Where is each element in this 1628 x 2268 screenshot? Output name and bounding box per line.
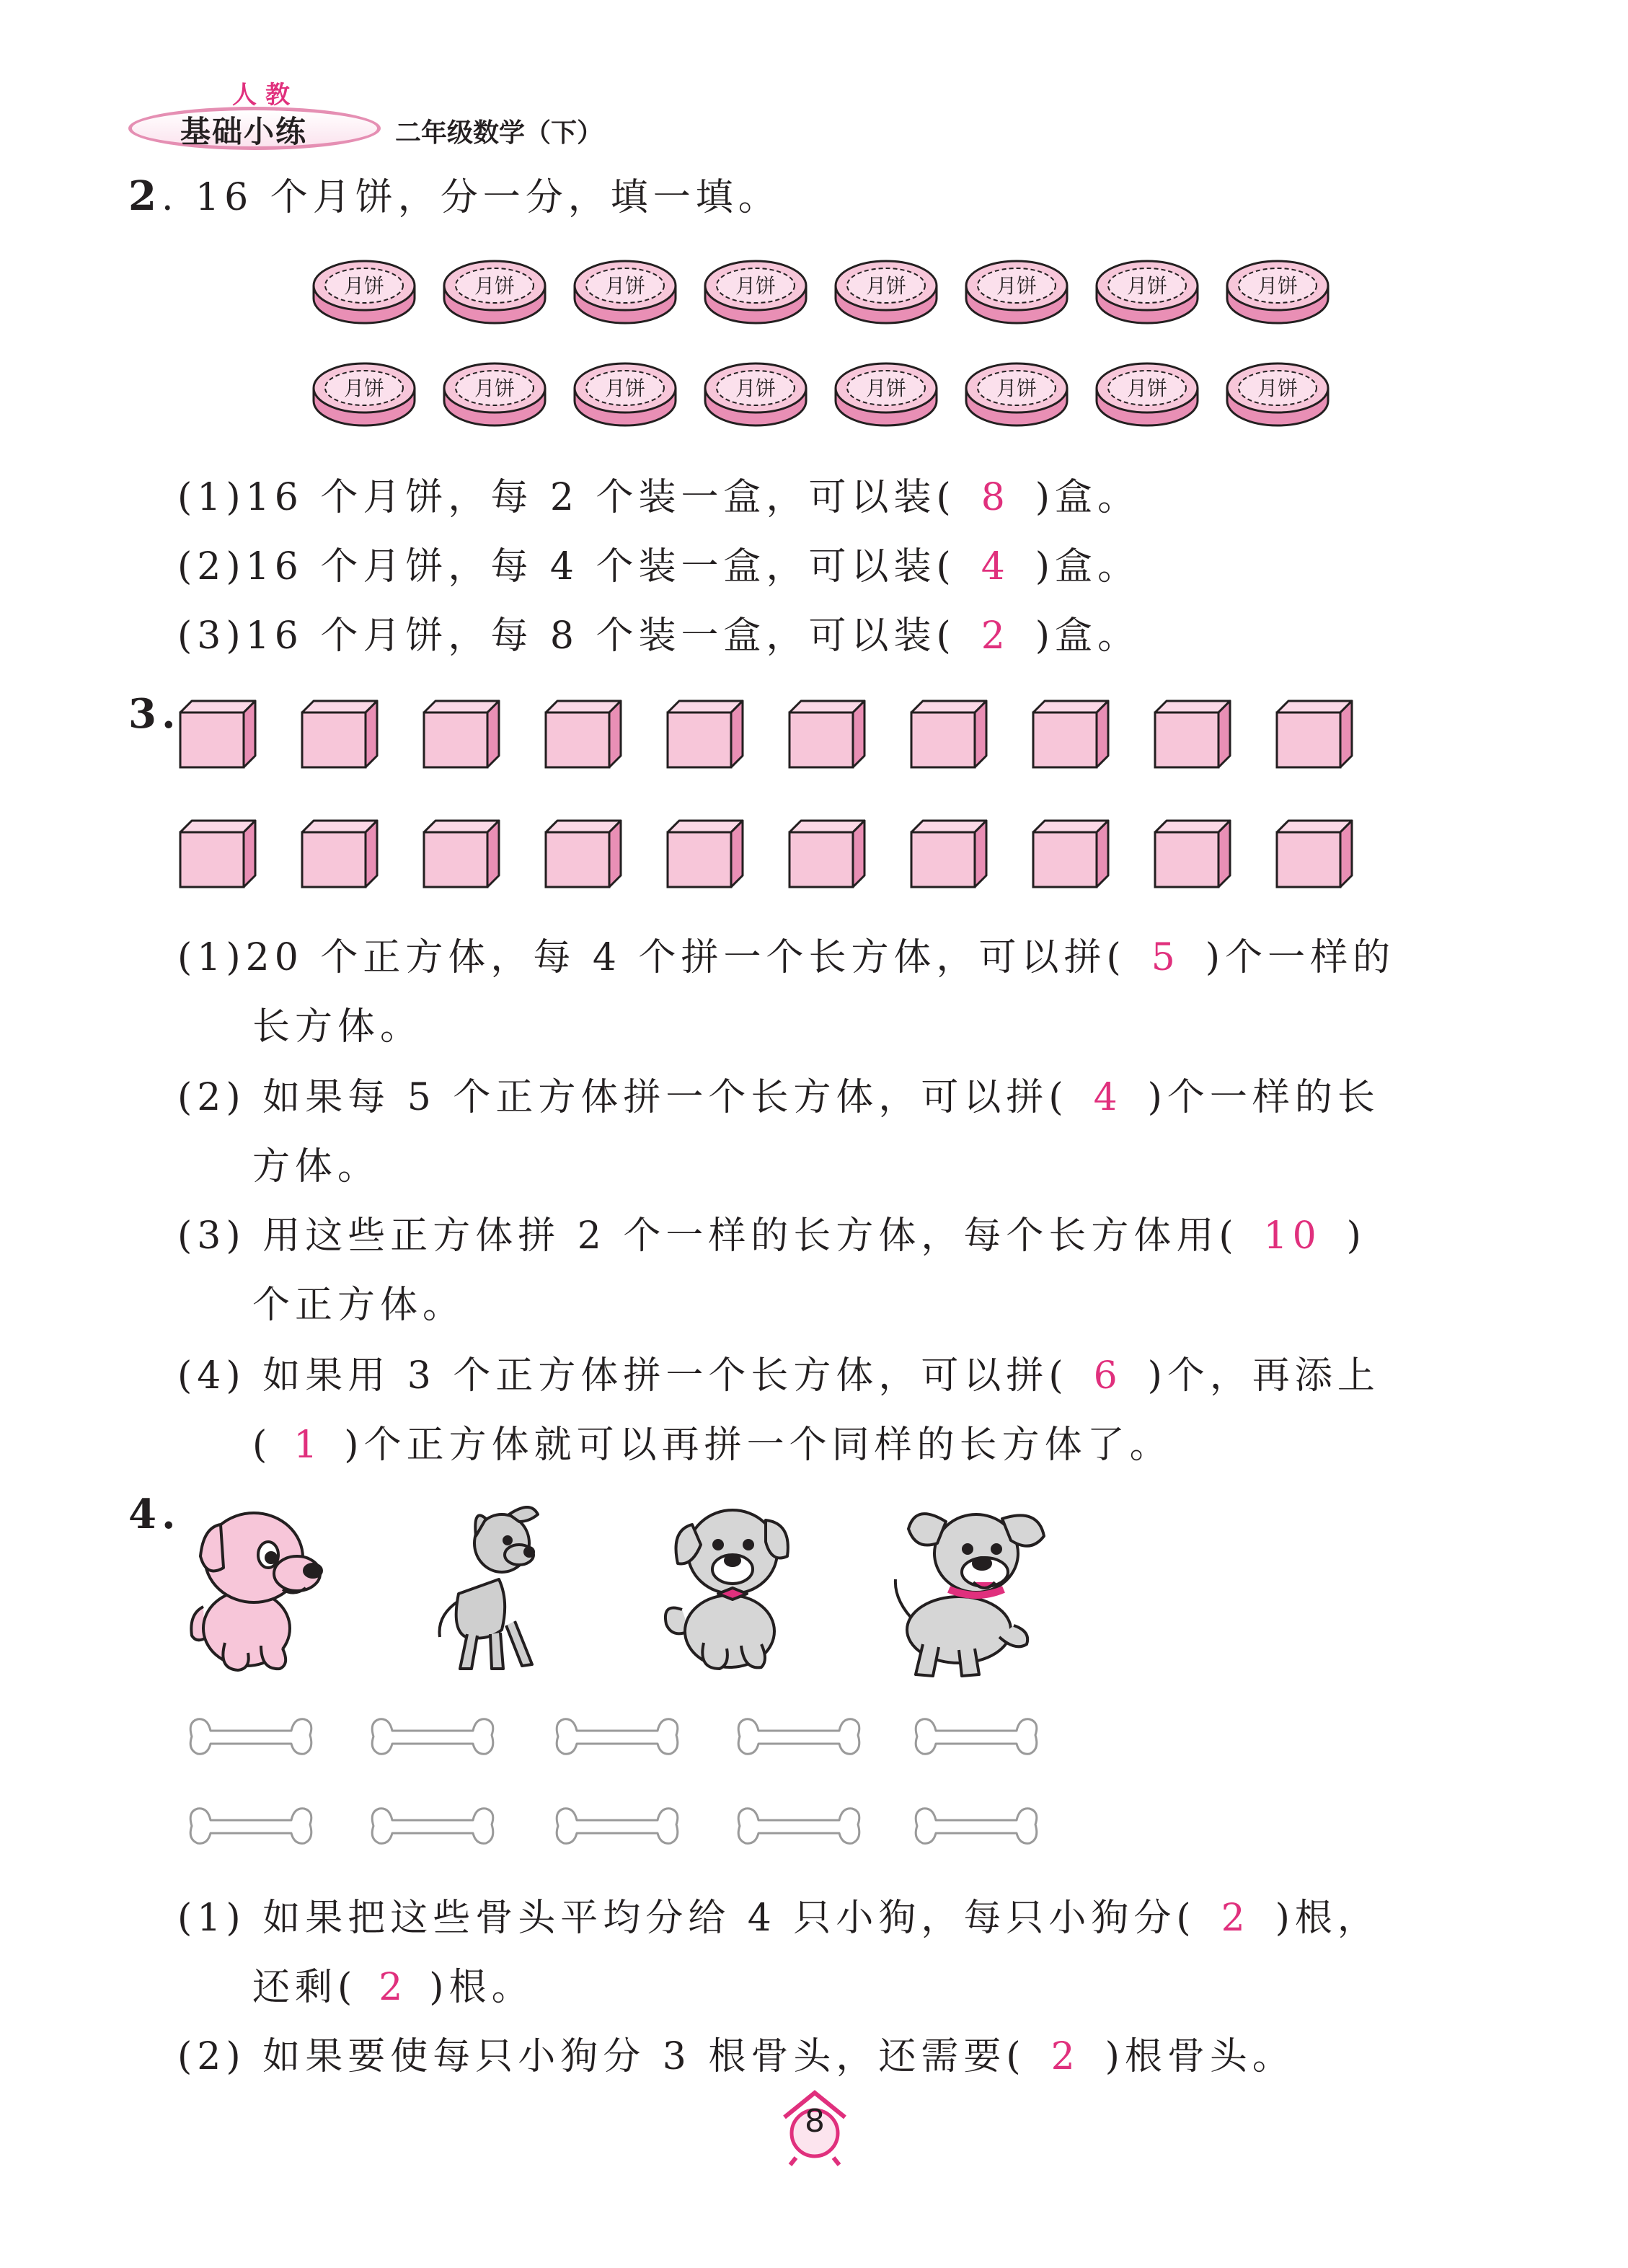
bone-icon — [734, 1801, 864, 1852]
mooncake-icon — [702, 359, 810, 428]
q3-item-2 — [177, 1076, 1380, 1119]
q4-item-1-text: (1) 如果把这些骨头平均分给 4 只小狗，每只小狗分( — [177, 1897, 1196, 1940]
q4-item-2 — [177, 2035, 1295, 2078]
q3-answer-4: 6 — [1093, 1354, 1123, 1398]
mooncake-icon — [1224, 257, 1332, 326]
q3-item-1-text: (1)20 个正方体，每 4 个拼一个长方体，可以拼( — [177, 936, 1126, 979]
mooncake-icon — [832, 257, 940, 326]
cube-icon — [665, 818, 746, 890]
q2-answer-2: 4 — [981, 545, 1010, 588]
mooncake-icon — [310, 359, 418, 428]
mooncake-icon — [963, 359, 1071, 428]
mooncake-label: 月饼 — [1257, 376, 1299, 400]
mooncake-label: 月饼 — [865, 274, 907, 298]
gray-puppy-bow-icon — [660, 1494, 796, 1674]
q4-number: 4 — [128, 1491, 162, 1538]
cube-icon — [177, 818, 258, 890]
cube-icon — [1152, 818, 1233, 890]
mooncake-label: 月饼 — [735, 274, 777, 298]
q2-item-3-end: )盒。 — [1035, 614, 1141, 658]
q3-item-4-cont — [252, 1424, 1172, 1467]
q2-item-2 — [177, 545, 1141, 588]
cube-icon — [177, 698, 258, 770]
mooncake-icon — [441, 359, 549, 428]
cube-icon — [787, 818, 867, 890]
mooncake-icon — [702, 257, 810, 326]
cube-icon — [1274, 818, 1355, 890]
q3-answer-2: 4 — [1093, 1076, 1123, 1119]
mooncake-label: 月饼 — [735, 376, 777, 400]
pink-puppy-icon — [182, 1499, 326, 1676]
bone-icon — [552, 1801, 682, 1852]
q3-item-1-end: )个一样的 — [1205, 936, 1396, 979]
cube-icon — [299, 698, 380, 770]
cube-icon — [1030, 818, 1111, 890]
q3-answer-3: 10 — [1263, 1214, 1322, 1258]
mooncake-icon — [441, 257, 549, 326]
gray-dog-icon — [430, 1493, 545, 1673]
publisher-label: 人教 — [232, 81, 298, 110]
q4-item-1 — [177, 1897, 1380, 1940]
mooncake-label: 月饼 — [343, 274, 385, 298]
mooncake-label: 月饼 — [474, 274, 516, 298]
q4-item-1-cont-text: 还剩( — [252, 1966, 358, 2009]
q3-item-2-end: )个一样的长 — [1147, 1076, 1380, 1119]
gray-dog-collar-icon — [887, 1493, 1054, 1680]
q2-number: 2 — [128, 172, 162, 220]
q3-item-4 — [177, 1354, 1380, 1398]
mooncake-label: 月饼 — [1126, 274, 1168, 298]
q2-item-2-end: )盒。 — [1035, 545, 1141, 588]
series-title: 基础小练 — [180, 114, 308, 149]
cube-icon — [1152, 698, 1233, 770]
cube-icon — [421, 818, 502, 890]
q3-item-3-text: (3) 用这些正方体拼 2 个一样的长方体，每个长方体用( — [177, 1214, 1239, 1258]
mooncake-icon — [1224, 359, 1332, 428]
mooncake-label: 月饼 — [1126, 376, 1168, 400]
mooncake-label: 月饼 — [604, 376, 646, 400]
cube-icon — [421, 698, 502, 770]
cube-icon — [908, 818, 989, 890]
mooncake-icon — [571, 257, 679, 326]
mooncake-icon — [1093, 257, 1201, 326]
mooncake-label: 月饼 — [996, 376, 1038, 400]
mooncake-label: 月饼 — [996, 274, 1038, 298]
q3-item-4-cont-open: ( — [252, 1424, 273, 1467]
q3-item-2-cont: 方体。 — [252, 1145, 381, 1188]
q3-answer-1: 5 — [1151, 936, 1180, 979]
cube-icon — [1030, 698, 1111, 770]
page-number: 8 — [805, 2103, 825, 2140]
mooncake-icon — [963, 257, 1071, 326]
mooncake-icon — [310, 257, 418, 326]
cube-icon — [299, 818, 380, 890]
q3-item-1-cont: 长方体。 — [252, 1005, 423, 1049]
q4-answer-3: 2 — [1050, 2035, 1080, 2078]
cube-icon — [908, 698, 989, 770]
mooncake-label: 月饼 — [865, 376, 907, 400]
mooncake-label: 月饼 — [343, 376, 385, 400]
q4-item-1-end: )根， — [1275, 1897, 1380, 1940]
q3-number: 3 — [128, 690, 162, 738]
bone-icon — [911, 1801, 1041, 1852]
q2-answer-1: 8 — [981, 476, 1010, 519]
cube-icon — [543, 698, 624, 770]
subject-title: 二年级数学（下） — [395, 118, 603, 148]
q2-intro-text: . 16 个月饼，分一分，填一填。 — [161, 176, 781, 219]
mooncake-label: 月饼 — [474, 376, 516, 400]
q3-item-3-end: ) — [1346, 1214, 1366, 1258]
q4-answer-1: 2 — [1221, 1897, 1250, 1940]
q3-item-3 — [177, 1214, 1366, 1258]
mooncake-label: 月饼 — [1257, 274, 1299, 298]
mooncake-icon — [832, 359, 940, 428]
q3-item-4-cont-text: )个正方体就可以再拼一个同样的长方体了。 — [344, 1424, 1172, 1467]
q4-item-2-text: (2) 如果要使每只小狗分 3 根骨头，还需要( — [177, 2035, 1026, 2078]
q3-answer-5: 1 — [293, 1424, 323, 1467]
mooncake-icon — [1093, 359, 1201, 428]
q2-intro — [128, 172, 781, 220]
q4-item-1-cont-end: )根。 — [429, 1966, 534, 2009]
q4-dot: . — [161, 1491, 181, 1538]
q2-item-1-end: )盒。 — [1035, 476, 1141, 519]
q3-dot: . — [161, 690, 181, 738]
bone-icon — [186, 1712, 316, 1762]
q3-item-4-end: )个，再添上 — [1147, 1354, 1380, 1398]
q3-label — [128, 690, 181, 738]
q4-item-1-cont — [252, 1966, 534, 2009]
q2-item-3-text: (3)16 个月饼，每 8 个装一盒，可以装( — [177, 614, 956, 658]
q2-item-1 — [177, 476, 1141, 519]
cube-icon — [1274, 698, 1355, 770]
cube-icon — [543, 818, 624, 890]
bone-icon — [552, 1712, 682, 1762]
q4-answer-2: 2 — [379, 1966, 408, 2009]
bone-icon — [186, 1801, 316, 1852]
q4-item-2-end: )根骨头。 — [1105, 2035, 1295, 2078]
bone-icon — [734, 1712, 864, 1762]
mooncake-label: 月饼 — [604, 274, 646, 298]
q3-item-1 — [177, 936, 1396, 979]
q3-item-2-text: (2) 如果每 5 个正方体拼一个长方体，可以拼( — [177, 1076, 1069, 1119]
mooncake-icon — [571, 359, 679, 428]
q2-item-2-text: (2)16 个月饼，每 4 个装一盒，可以装( — [177, 545, 956, 588]
cube-icon — [787, 698, 867, 770]
q2-item-1-text: (1)16 个月饼，每 2 个装一盒，可以装( — [177, 476, 956, 519]
bone-icon — [368, 1712, 497, 1762]
q3-item-3-cont: 个正方体。 — [252, 1284, 466, 1327]
q4-label — [128, 1491, 181, 1538]
q2-answer-3: 2 — [981, 614, 1010, 658]
bone-icon — [911, 1712, 1041, 1762]
cube-icon — [665, 698, 746, 770]
q3-item-4-text: (4) 如果用 3 个正方体拼一个长方体，可以拼( — [177, 1354, 1069, 1398]
q2-item-3 — [177, 614, 1141, 658]
bone-icon — [368, 1801, 497, 1852]
